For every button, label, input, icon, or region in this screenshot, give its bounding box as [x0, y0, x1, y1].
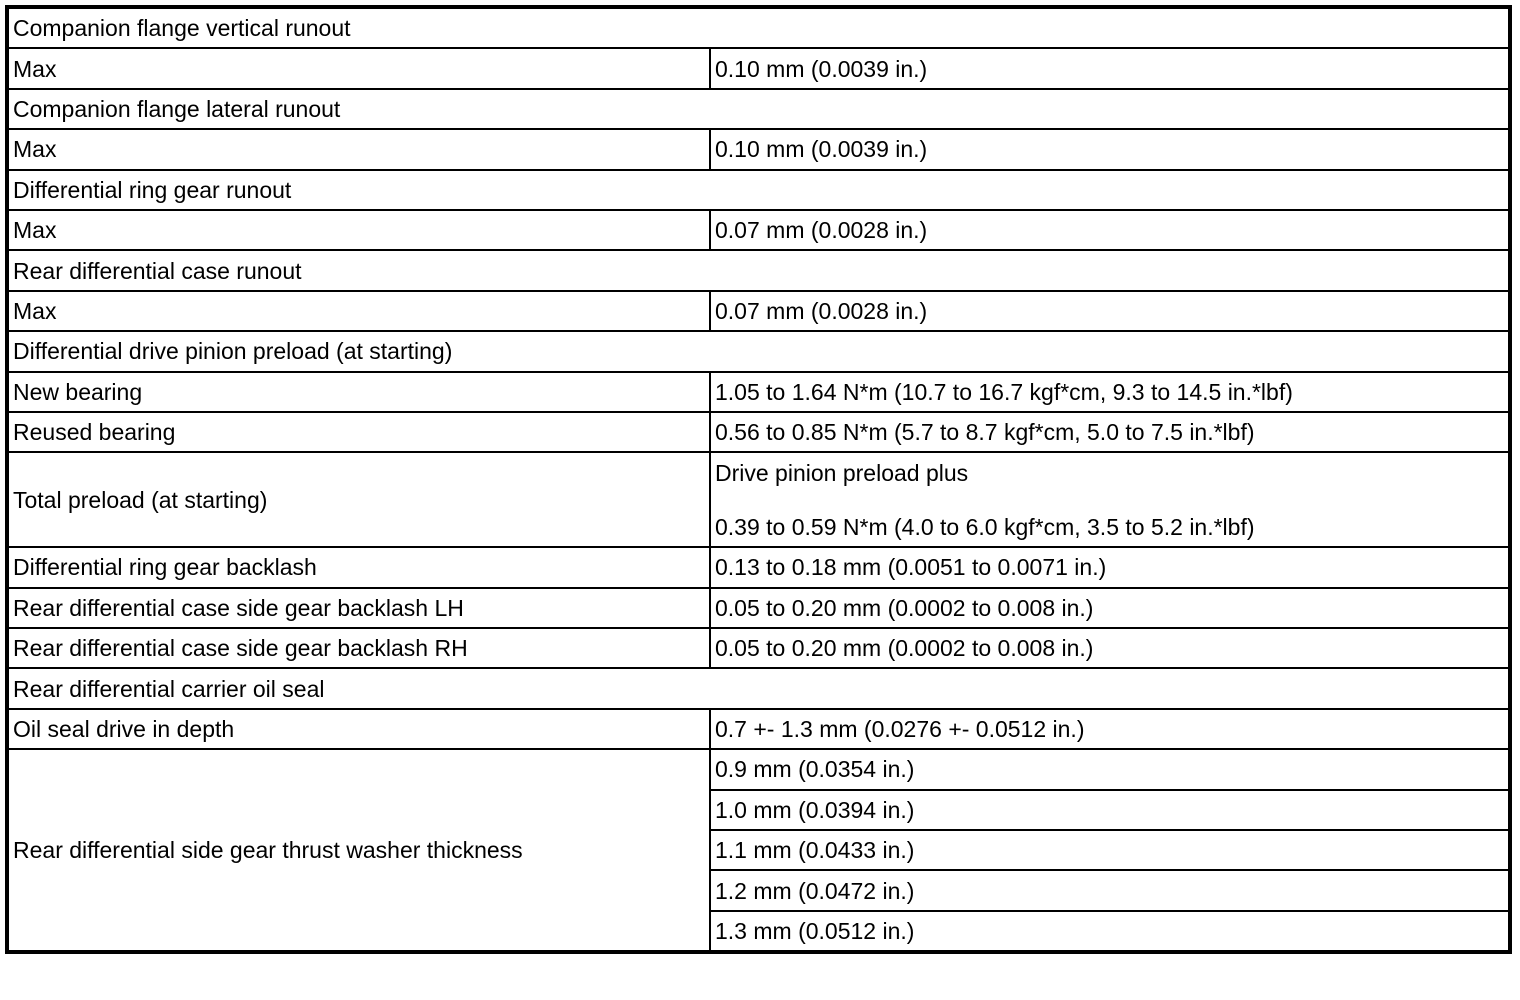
- specification-table: [5, 5, 1512, 954]
- value-line: Drive pinion preload plus: [715, 459, 969, 486]
- value-line: 0.39 to 0.59 N*m (4.0 to 6.0 kgf*cm, 3.5 to 5.2 in.*lbf): [715, 513, 1255, 540]
- value-cell: 1.2 mm (0.0472 in.): [710, 870, 1510, 910]
- table-row: [7, 749, 1510, 789]
- value-cell: [710, 452, 1510, 547]
- value-cell: 0.13 to 0.18 mm (0.0051 to 0.0071 in.): [710, 547, 1510, 587]
- value-cell: 0.10 mm (0.0039 in.): [710, 129, 1510, 169]
- label-cell: Max: [7, 210, 710, 250]
- table-row: [7, 668, 1510, 708]
- value-cell: 0.05 to 0.20 mm (0.0002 to 0.008 in.): [710, 628, 1510, 668]
- label-cell: Max: [7, 129, 710, 169]
- section-header-cell: Companion flange vertical runout: [7, 7, 1510, 48]
- table-row: [7, 210, 1510, 250]
- value-cell: 1.05 to 1.64 N*m (10.7 to 16.7 kgf*cm, 9.3 to 14.5 in.*lbf): [710, 372, 1510, 412]
- value-cell: 0.56 to 0.85 N*m (5.7 to 8.7 kgf*cm, 5.0 to 7.5 in.*lbf): [710, 412, 1510, 452]
- label-cell: Reused bearing: [7, 412, 710, 452]
- section-header-cell: Rear differential case runout: [7, 250, 1510, 290]
- table-row: [7, 547, 1510, 587]
- table-row: [7, 588, 1510, 628]
- value-cell: 1.1 mm (0.0433 in.): [710, 830, 1510, 870]
- section-header-cell: Differential ring gear runout: [7, 170, 1510, 210]
- value-cell: 1.3 mm (0.0512 in.): [710, 911, 1510, 952]
- label-cell: Rear differential case side gear backlash LH: [7, 588, 710, 628]
- label-cell: Max: [7, 291, 710, 331]
- table-row: [7, 452, 1510, 547]
- table-row: [7, 372, 1510, 412]
- label-cell: Rear differential case side gear backlash RH: [7, 628, 710, 668]
- value-cell: 1.0 mm (0.0394 in.): [710, 790, 1510, 830]
- table-row: [7, 331, 1510, 371]
- table-row: [7, 48, 1510, 88]
- section-header-cell: Rear differential carrier oil seal: [7, 668, 1510, 708]
- label-cell: Total preload (at starting): [7, 452, 710, 547]
- value-cell: 0.7 +- 1.3 mm (0.0276 +- 0.0512 in.): [710, 709, 1510, 749]
- table-row: [7, 412, 1510, 452]
- label-cell: Differential ring gear backlash: [7, 547, 710, 587]
- label-cell: Max: [7, 48, 710, 88]
- table-row: [7, 709, 1510, 749]
- table-row: [7, 129, 1510, 169]
- label-cell: Oil seal drive in depth: [7, 709, 710, 749]
- value-cell: 0.10 mm (0.0039 in.): [710, 48, 1510, 88]
- table-row: [7, 250, 1510, 290]
- label-cell: Rear differential side gear thrust washer thickness: [7, 749, 710, 952]
- label-cell: New bearing: [7, 372, 710, 412]
- section-header-cell: Differential drive pinion preload (at starting): [7, 331, 1510, 371]
- value-cell: 0.07 mm (0.0028 in.): [710, 210, 1510, 250]
- section-header-cell: Companion flange lateral runout: [7, 89, 1510, 129]
- table-row: [7, 89, 1510, 129]
- table-row: [7, 628, 1510, 668]
- table-row: [7, 170, 1510, 210]
- table-row: [7, 7, 1510, 48]
- value-cell: 0.05 to 0.20 mm (0.0002 to 0.008 in.): [710, 588, 1510, 628]
- value-cell: 0.9 mm (0.0354 in.): [710, 749, 1510, 789]
- table-row: [7, 291, 1510, 331]
- value-cell: 0.07 mm (0.0028 in.): [710, 291, 1510, 331]
